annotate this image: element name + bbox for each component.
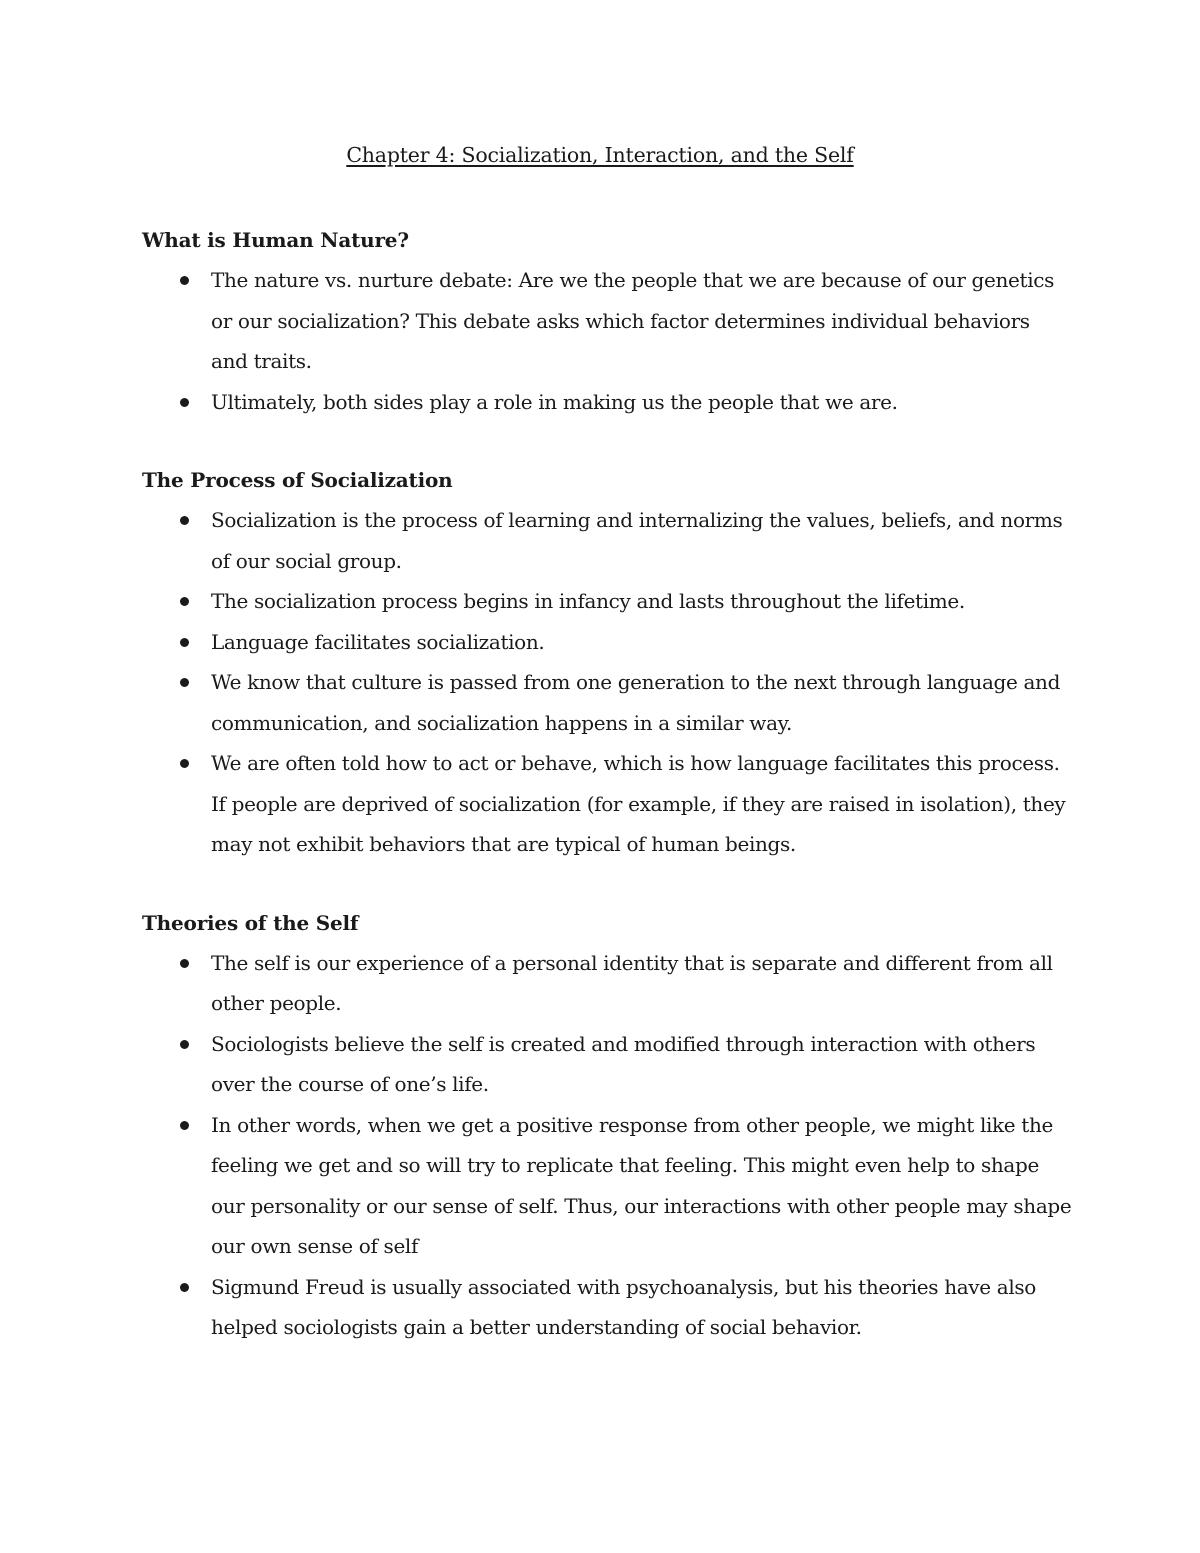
list-item <box>142 662 1072 743</box>
list-item <box>142 500 1072 581</box>
bullet-dot-icon <box>180 678 189 687</box>
bullet-list <box>142 500 1072 865</box>
list-item-text: In other words, when we get a positive response from other people, we might like the feeling we get and so will try to replicate that feeling. This might even help to shape our personality or our sense of self. Thus, our interactions with other people may shape our own sense of self <box>211 1112 1072 1258</box>
section-heading: The Process of Socialization <box>142 468 453 492</box>
list-item-text: The nature vs. nurture debate: Are we the people that we are because of our genetics or our socialization? This debate asks which factor determines individual behaviors and traits. <box>211 268 1055 373</box>
section-heading: What is Human Nature? <box>142 228 409 252</box>
list-item-text: Sociologists believe the self is created and modified through interaction with others over the course of one’s life. <box>211 1031 1036 1096</box>
list-item <box>142 260 1072 382</box>
list-item <box>142 743 1072 865</box>
list-item <box>142 382 1072 423</box>
section-heading: Theories of the Self <box>142 910 359 935</box>
list-item-text: Socialization is the process of learning and internalizing the values, beliefs, and norms of our social group. <box>211 508 1063 573</box>
bullet-dot-icon <box>180 516 189 525</box>
bullet-dot-icon <box>180 597 189 606</box>
bullet-dot-icon <box>180 638 189 647</box>
bullet-dot-icon <box>180 1121 189 1130</box>
list-item <box>142 943 1072 1024</box>
document-body <box>142 220 1072 1386</box>
bullet-dot-icon <box>180 276 189 285</box>
section-human-nature <box>142 220 1072 422</box>
bullet-dot-icon <box>180 759 189 768</box>
bullet-list <box>142 260 1072 422</box>
bullet-dot-icon <box>180 398 189 407</box>
list-item <box>142 1267 1072 1348</box>
bullet-list <box>142 943 1072 1348</box>
section-process-of-socialization <box>142 460 1072 865</box>
page-title: Chapter 4: Socialization, Interaction, and the Self <box>346 143 854 167</box>
list-item <box>142 1105 1072 1267</box>
section-theories-of-the-self <box>142 903 1072 1348</box>
list-item-text: Sigmund Freud is usually associated with psychoanalysis, but his theories have also helped sociologists gain a better understanding of social behavior. <box>211 1274 1036 1339</box>
list-item <box>142 581 1072 622</box>
bullet-dot-icon <box>180 1283 189 1292</box>
list-item-text: Ultimately, both sides play a role in making us the people that we are. <box>211 389 898 414</box>
list-item-text: We know that culture is passed from one generation to the next through language and communication, and socialization happens in a similar way. <box>211 670 1061 735</box>
list-item-text: The socialization process begins in infancy and lasts throughout the lifetime. <box>211 589 965 613</box>
list-item <box>142 1024 1072 1105</box>
list-item-text: Language facilitates socialization. <box>211 629 545 654</box>
bullet-dot-icon <box>180 959 189 968</box>
bullet-dot-icon <box>180 1040 189 1049</box>
list-item-text: The self is our experience of a personal identity that is separate and different from all other people. <box>211 950 1053 1015</box>
list-item <box>142 622 1072 663</box>
list-item-text: We are often told how to act or behave, which is how language facilitates this process. If people are deprived of socialization (for example, if they are raised in isolation), they may not exhibit behaviors that are typical of human beings. <box>211 751 1066 856</box>
